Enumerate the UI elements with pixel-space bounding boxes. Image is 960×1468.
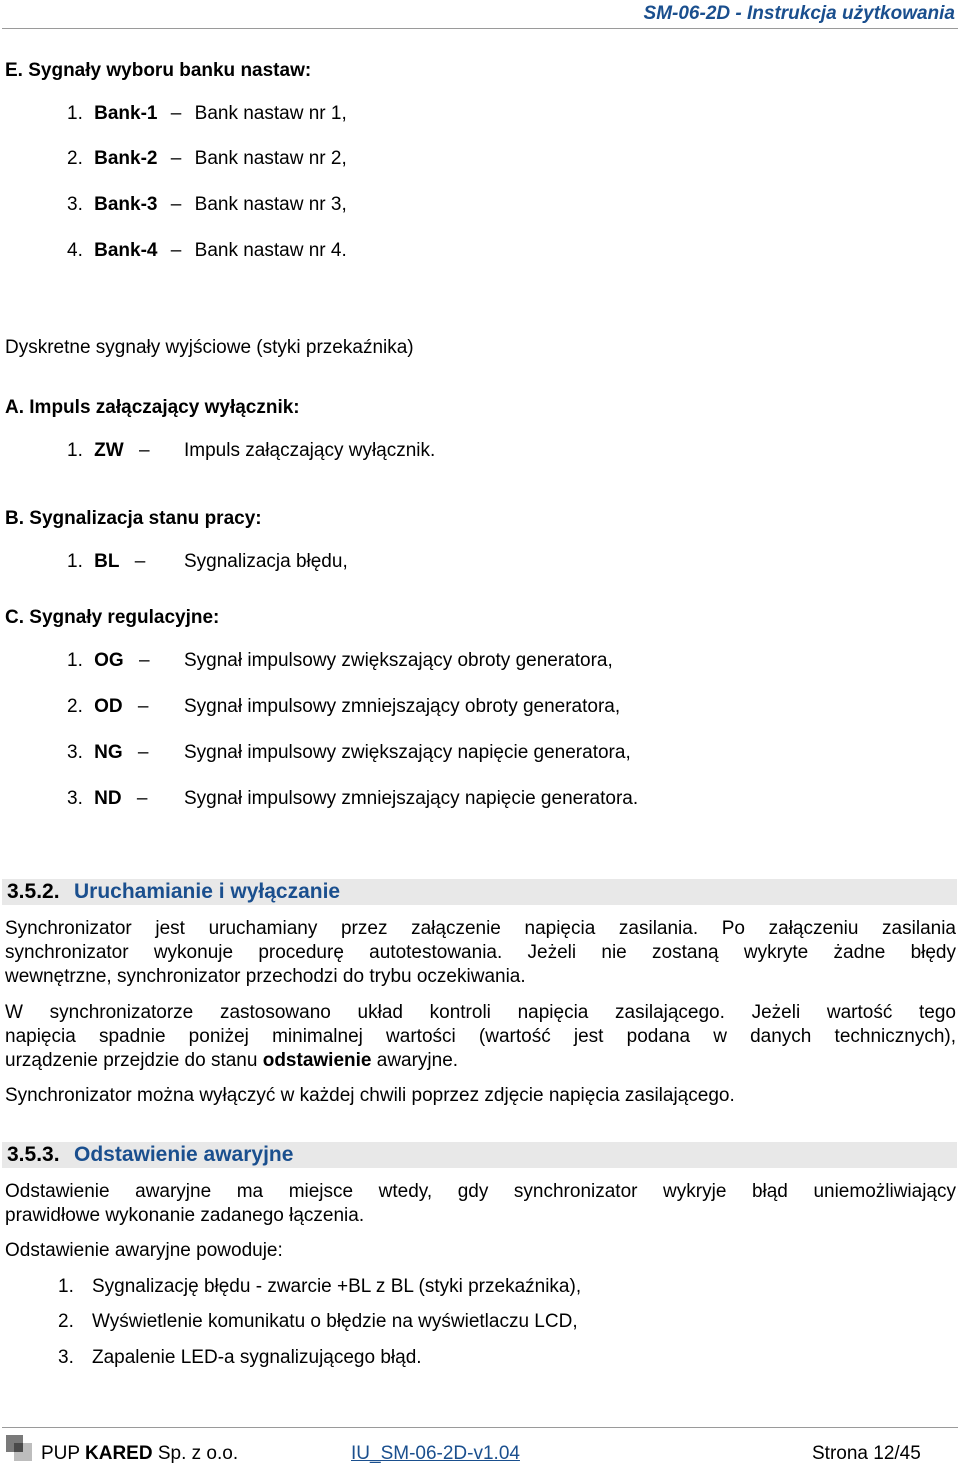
list-item: 2. Wyświetlenie komunikatu o błędzie na wyświetlaczu LCD, — [58, 1311, 578, 1332]
paragraph: W synchronizatorze zastosowano układ kontroli napięcia zasilającego. Jeżeli wartość tego napięcia spadnie poniżej minimalnej wartości (wartość jest podana w danych technicznych), urządzenie przejdzie do stanu odstawienie awaryjne. — [5, 1002, 956, 1071]
group-b-heading: B. Sygnalizacja stanu pracy: — [5, 508, 262, 529]
paragraph: Odstawienie awaryjne ma miejsce wtedy, gdy synchronizator wykryje błąd uniemożliwiający prawidłowe wykonanie zadanego łączenia. — [5, 1181, 956, 1226]
list-item: 3. Bank-3 – Bank nastaw nr 3, — [67, 194, 347, 215]
list-item-description: Sygnalizacja błędu, — [184, 551, 348, 572]
list-item: 3. Zapalenie LED-a sygnalizującego błąd. — [58, 1347, 422, 1368]
list-item: 2. Bank-2 – Bank nastaw nr 2, — [67, 148, 347, 169]
footer-company: PUP KARED Sp. z o.o. — [41, 1443, 239, 1464]
group-a-heading: A. Impuls załączający wyłącznik: — [5, 397, 300, 418]
outputs-heading: Dyskretne sygnały wyjściowe (styki przekaźnika) — [5, 337, 414, 358]
footer-divider — [2, 1427, 958, 1428]
list-item: 1. OG – — [67, 650, 150, 671]
list-item-description: Sygnał impulsowy zmniejszający napięcie generatora. — [184, 788, 639, 809]
list-item: 3. ND – — [67, 788, 148, 809]
section-number: 3.5.3. — [7, 1143, 60, 1166]
paragraph: Synchronizator jest uruchamiany przez załączenie napięcia zasilania. Po załączeniu zasilania synchronizator wykonuje procedurę autotestowania. Jeżeli nie zostaną wykryte żadne błędy wewnętrzne, synchronizator przechodzi do trybu oczekiwania. — [5, 918, 956, 987]
document-title: SM-06-2D - Instrukcja użytkowania — [643, 3, 955, 24]
list-item: 2. OD – — [67, 696, 149, 717]
paragraph: Synchronizator można wyłączyć w każdej chwili poprzez zdjęcie napięcia zasilającego. — [5, 1085, 735, 1106]
list-item: 1. Sygnalizację błędu - zwarcie +BL z BL (styki przekaźnika), — [58, 1276, 582, 1297]
page-number: Strona 12/45 — [812, 1443, 921, 1464]
list-item-description: Sygnał impulsowy zwiększający napięcie generatora, — [184, 742, 631, 763]
list-item-description: Sygnał impulsowy zmniejszający obroty generatora, — [184, 696, 621, 717]
section-number: 3.5.2. — [7, 880, 60, 903]
list-item: 1. ZW – — [67, 440, 150, 461]
header-divider — [2, 28, 958, 29]
company-logo-icon — [6, 1435, 32, 1461]
list-item-description: Sygnał impulsowy zwiększający obroty generatora, — [184, 650, 613, 671]
list-item: 4. Bank-4 – Bank nastaw nr 4. — [67, 240, 347, 261]
list-item: 1. Bank-1 – Bank nastaw nr 1, — [67, 103, 347, 124]
group-c-heading: C. Sygnały regulacyjne: — [5, 607, 220, 628]
list-item-description: Impuls załączający wyłącznik. — [184, 440, 436, 461]
section-heading-352 — [2, 879, 957, 905]
bank-section-heading: E. Sygnały wyboru banku nastaw: — [5, 60, 312, 81]
list-item: 3. NG – — [67, 742, 149, 763]
footer-document-id: IU_SM-06-2D-v1.04 — [351, 1443, 520, 1464]
list-item: 1. BL – — [67, 551, 146, 572]
section-heading-353 — [2, 1142, 957, 1168]
section-title: Odstawienie awaryjne — [74, 1143, 294, 1166]
paragraph: Odstawienie awaryjne powoduje: — [5, 1240, 283, 1261]
section-title: Uruchamianie i wyłączanie — [74, 880, 341, 903]
